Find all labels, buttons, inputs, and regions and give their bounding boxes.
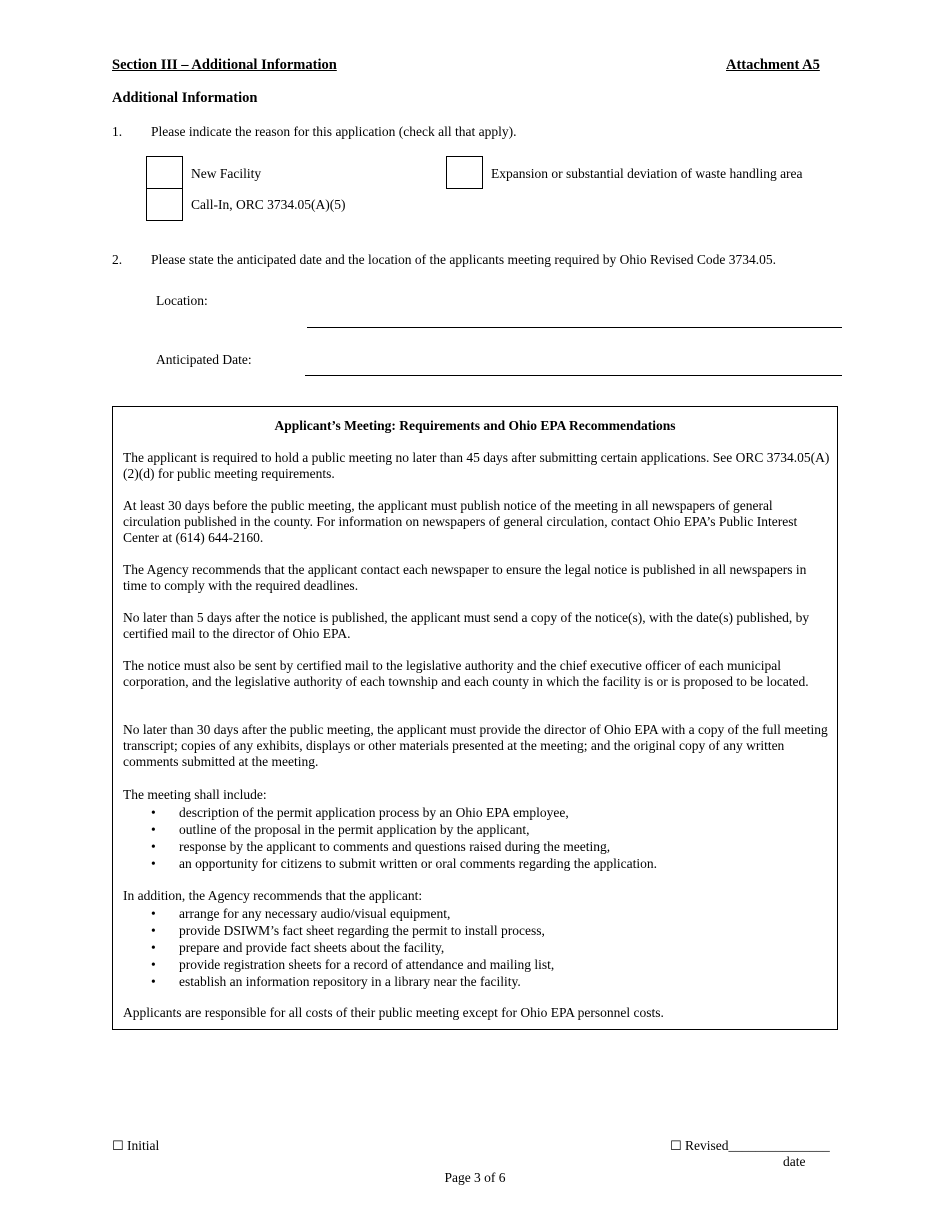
- initial-checkbox-icon[interactable]: ☐: [112, 1139, 124, 1154]
- revised-label: Revised: [685, 1138, 729, 1153]
- requirements-paragraph: No later than 5 days after the notice is published, the applicant must send a copy of the notice(s), with the date(s) published, by certified mail to the director of Ohio EPA.: [123, 610, 810, 641]
- expansion-checkbox[interactable]: [446, 156, 483, 189]
- question-2-number: 2.: [112, 252, 123, 267]
- recommend-list-item: • arrange for any necessary audio/visual equipment,: [123, 905, 554, 922]
- meeting-list-item: • description of the permit application process by an Ohio EPA employee,: [123, 804, 657, 821]
- attachment-label: Attachment A5: [726, 57, 820, 73]
- question-2-text: Please state the anticipated date and the location of the applicants meeting required by Ohio Revised Code 3734.05.: [151, 252, 776, 267]
- new-facility-checkbox[interactable]: [146, 156, 183, 189]
- requirements-paragraph: The notice must also be sent by certified mail to the legislative authority and the chief executive officer of each municipal corporation, and the legislative authority of each township and each county in which the facility is or is proposed to be located.: [123, 658, 809, 689]
- revised-option[interactable]: [670, 1138, 830, 1154]
- revised-date-caption: date: [783, 1154, 806, 1169]
- new-facility-label: New Facility: [191, 166, 262, 181]
- meeting-list-item: • outline of the proposal in the permit application by the applicant,: [123, 821, 657, 838]
- form-heading: Additional Information: [112, 90, 258, 106]
- initial-label: Initial: [127, 1138, 160, 1153]
- location-label: Location:: [156, 293, 208, 308]
- requirements-paragraph: At least 30 days before the public meeting, the applicant must publish notice of the meeting in all newspapers of general circulation published in the county. For information on newspapers of general circulation, contact Ohio EPA’s Public Interest Center at (614) 644-2160.: [123, 498, 798, 545]
- revised-checkbox-icon[interactable]: ☐: [670, 1139, 682, 1154]
- expansion-label: Expansion or substantial deviation of waste handling area: [491, 166, 803, 181]
- call-in-checkbox[interactable]: [146, 188, 183, 221]
- recommend-list: [123, 905, 554, 990]
- recommend-list-item: • prepare and provide fact sheets about the facility,: [123, 939, 554, 956]
- question-1-text: Please indicate the reason for this application (check all that apply).: [151, 124, 517, 139]
- recommend-intro: In addition, the Agency recommends that the applicant:: [123, 888, 423, 903]
- page-number: Page 3 of 6: [444, 1170, 506, 1185]
- meeting-list-item: • an opportunity for citizens to submit written or oral comments regarding the application.: [123, 855, 657, 872]
- anticipated-date-input[interactable]: [305, 354, 842, 376]
- location-input[interactable]: [307, 306, 842, 328]
- call-in-label: Call-In, ORC 3734.05(A)(5): [191, 197, 346, 212]
- recommend-list-item: • establish an information repository in a library near the facility.: [123, 973, 554, 990]
- meeting-intro: The meeting shall include:: [123, 787, 267, 802]
- meeting-list-item: • response by the applicant to comments and questions raised during the meeting,: [123, 838, 657, 855]
- requirements-title: Applicant’s Meeting: Requirements and Ohio EPA Recommendations: [274, 418, 676, 433]
- requirements-paragraph: The Agency recommends that the applicant contact each newspaper to ensure the legal notice is published in all newspapers in time to comply with the required deadlines.: [123, 562, 807, 593]
- meeting-list: [123, 804, 657, 872]
- requirements-paragraph: The applicant is required to hold a public meeting no later than 45 days after submitting certain applications. See ORC 3734.05(A)(2)(d) for public meeting requirements.: [123, 450, 830, 481]
- anticipated-date-label: Anticipated Date:: [156, 352, 252, 367]
- section-title: Section III – Additional Information: [112, 57, 337, 73]
- recommend-list-item: • provide registration sheets for a record of attendance and mailing list,: [123, 956, 554, 973]
- initial-option[interactable]: [112, 1138, 159, 1154]
- closing-statement: Applicants are responsible for all costs of their public meeting except for Ohio EPA personnel costs.: [123, 1005, 664, 1020]
- requirements-box: [112, 406, 838, 1030]
- requirements-paragraph: No later than 30 days after the public meeting, the applicant must provide the director of Ohio EPA with a copy of the full meeting transcript; copies of any exhibits, displays or other materials presented at the meeting; and the original copy of any written comments submitted at the meeting.: [123, 722, 828, 769]
- recommend-list-item: • provide DSIWM’s fact sheet regarding the permit to install process,: [123, 922, 554, 939]
- revised-date-blank[interactable]: _______________: [728, 1138, 830, 1153]
- question-1-number: 1.: [112, 124, 123, 139]
